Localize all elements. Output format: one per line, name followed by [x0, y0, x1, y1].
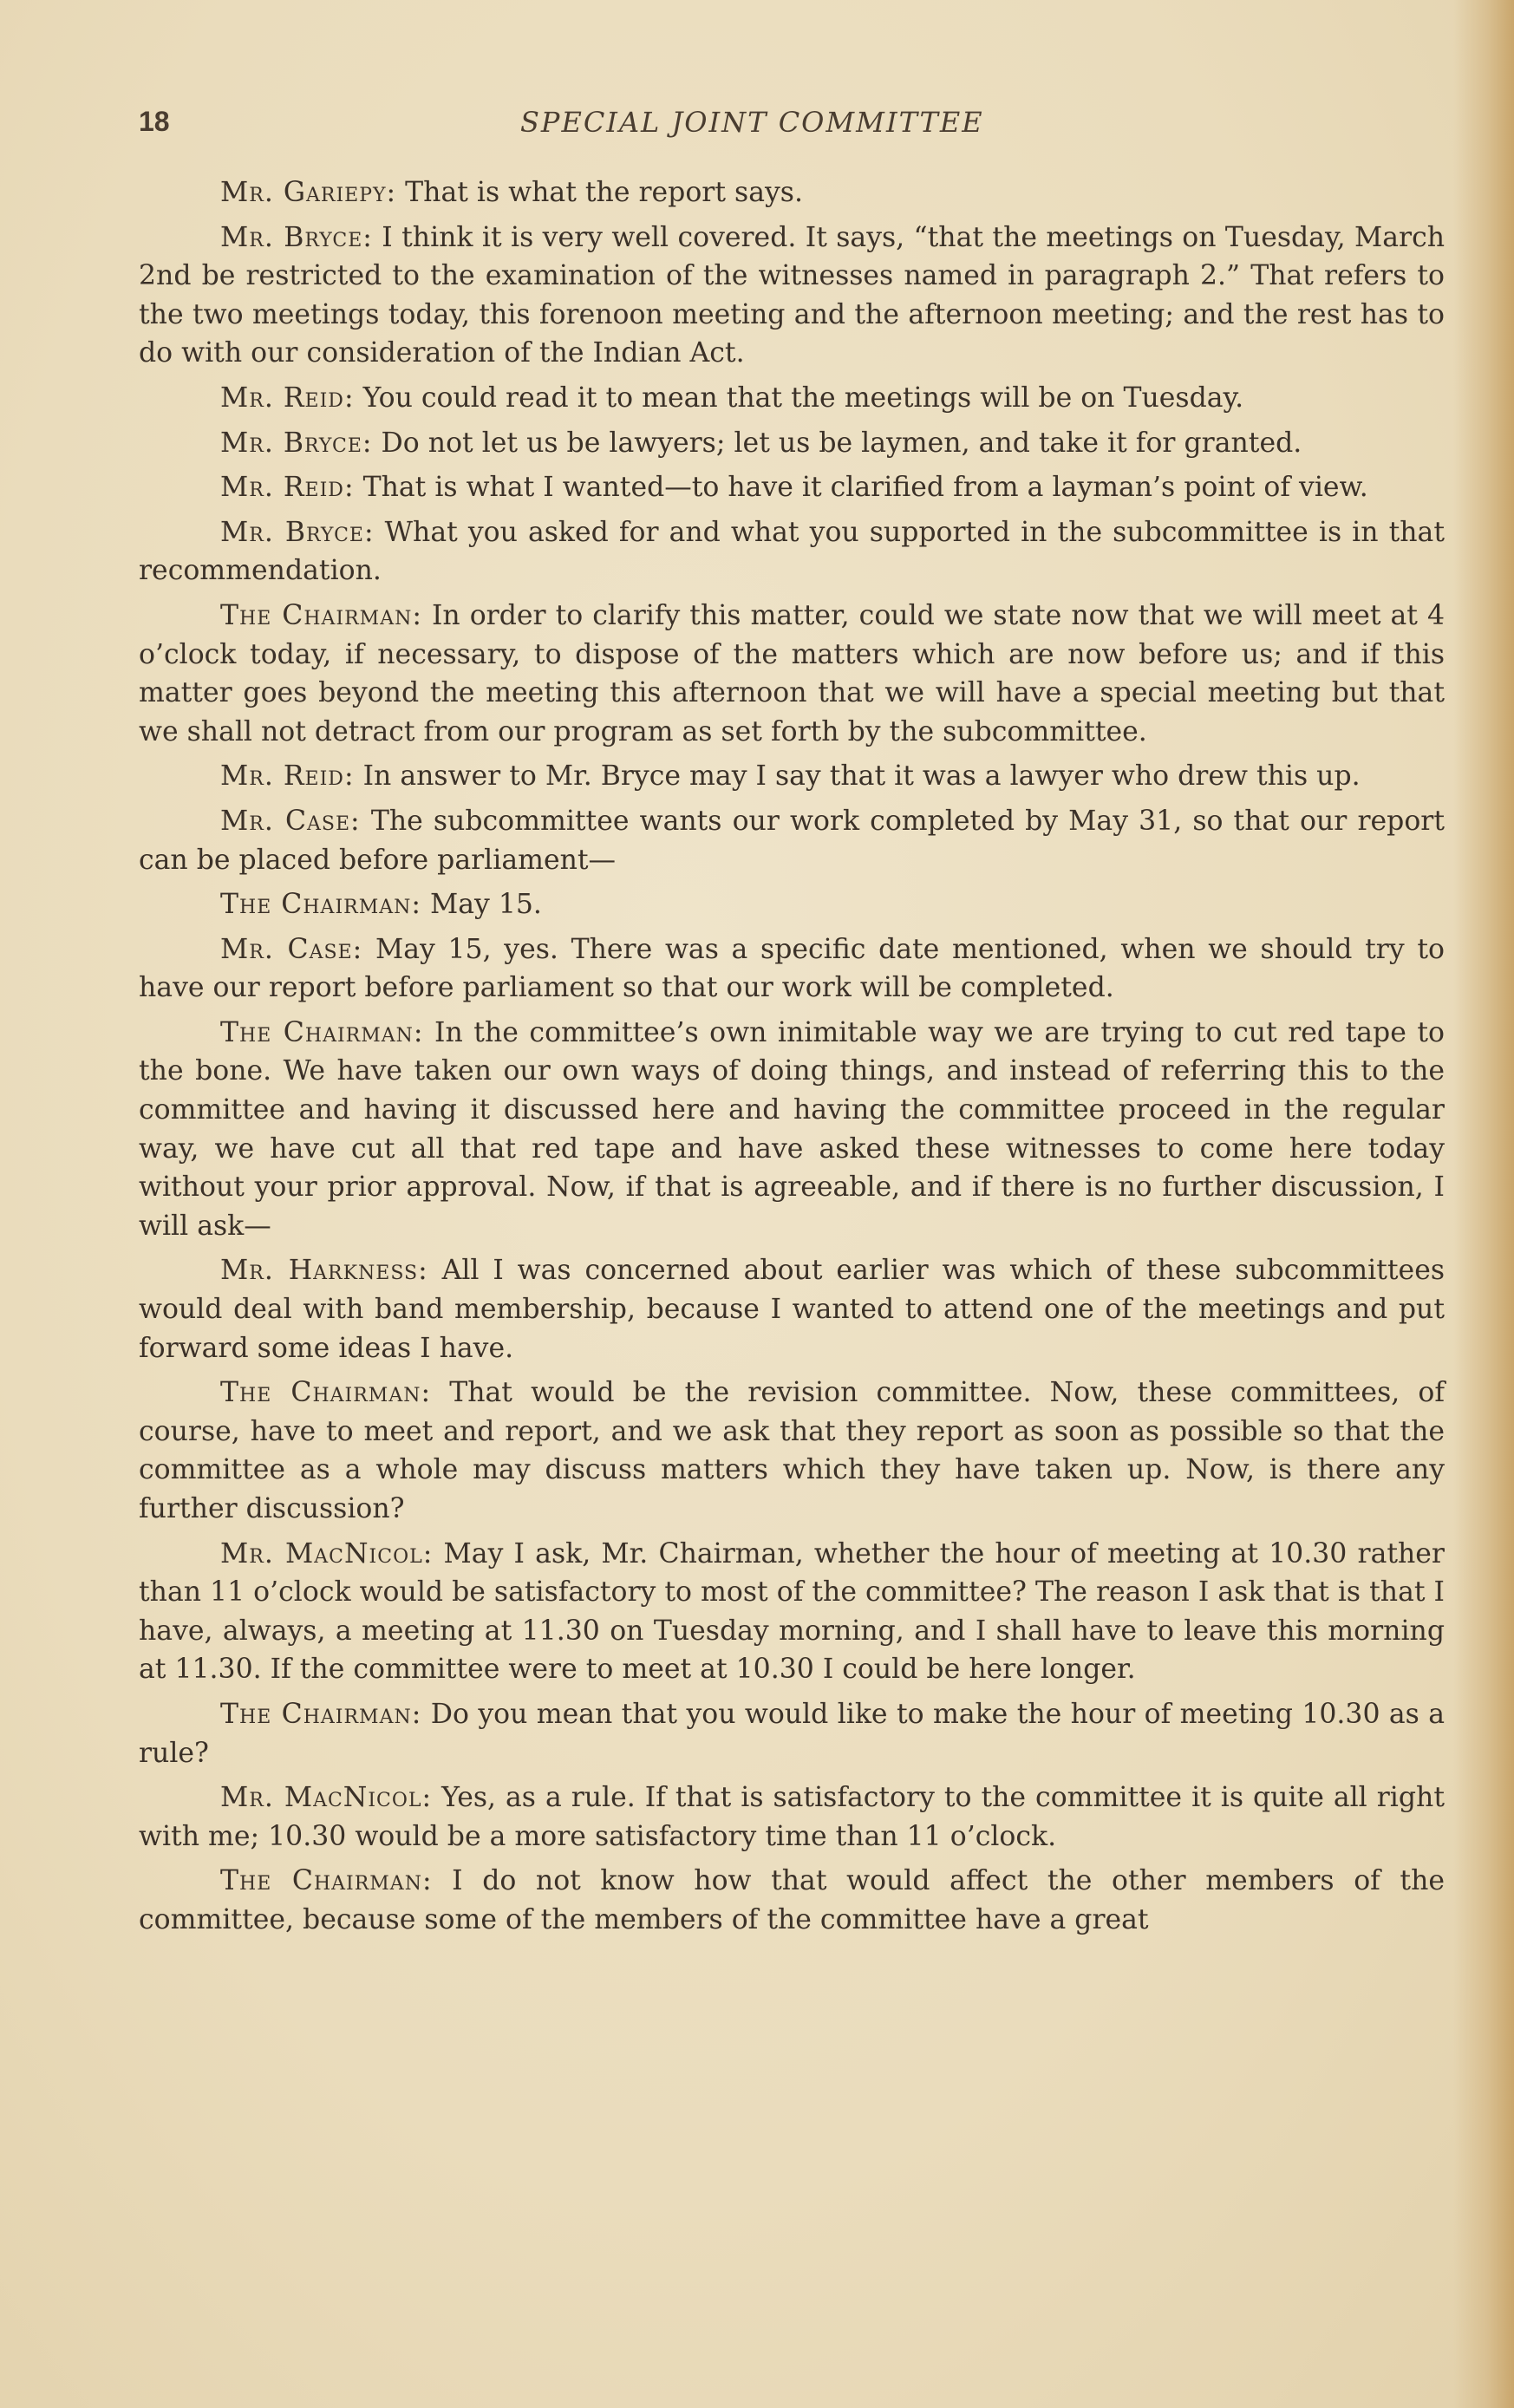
speaker-name: Mr. MacNicol:	[220, 1782, 433, 1814]
speech-text: In order to clarify this matter, could we state now that we will meet at 4 o’clock today, if necessary, to dispose of the matters which are now before us; and if this matter goes beyond the meeting this afternoon that we will have a special meeting but that we shall not detract from our program as set forth by the subcommittee.	[139, 599, 1445, 747]
transcript-paragraph	[139, 802, 1445, 879]
speech-text: The subcommittee wants our work completed by May 31, so that our report can be placed before parliament—	[139, 805, 1445, 876]
transcript-paragraph	[139, 757, 1445, 796]
transcript-paragraph	[139, 930, 1445, 1008]
speaker-name: The Chairman:	[220, 1377, 432, 1409]
speaker-name: Mr. Gariepy:	[220, 177, 397, 208]
speech-text: May 15, yes. There was a specific date mentioned, when we should try to have our report before parliament so that our work will be completed.	[139, 933, 1445, 1004]
page-edge-shading	[1453, 0, 1514, 2408]
speaker-name: The Chairman:	[220, 599, 422, 631]
speech-text: That would be the revision committee. Now, these committees, of course, have to meet and report, and we ask that they report as soon as possible so that the committee as a whole may discuss matters which they have taken up. Now, is there any further discussion?	[139, 1377, 1445, 1524]
speech-text: May I ask, Mr. Chairman, whether the hour of meeting at 10.30 rather than 11 o’clock would be satisfactory to most of the committee? The reason I ask that is that I have, always, a meeting at 11.30 on Tuesday morning, and I shall have to leave this morning at 11.30. If the committee were to meet at 10.30 I could be here longer.	[139, 1537, 1445, 1686]
speech-text: You could read it to mean that the meetings will be on Tuesday.	[362, 382, 1244, 414]
speaker-name: Mr. MacNicol:	[220, 1537, 434, 1569]
transcript-body	[139, 173, 1445, 1946]
transcript-paragraph	[139, 173, 1445, 212]
speaker-name: Mr. Case:	[220, 933, 363, 965]
speaker-name: Mr. Reid:	[220, 382, 355, 414]
speaker-name: Mr. Bryce:	[220, 516, 375, 548]
speaker-name: Mr. Bryce:	[220, 221, 373, 253]
speech-text: Yes, as a rule. If that is satisfactory to the committee it is quite all right with me; 10.30 would be a more satisfactory time than 11 o’clock.	[139, 1782, 1445, 1852]
transcript-paragraph	[139, 597, 1445, 751]
speech-text: I think it is very well covered. It says, “that the meetings on Tuesday, March 2nd be restricted to the examination of the witnesses named in paragraph 2.” That refers to the two meetings today, this forenoon meeting and the afternoon meeting; and the rest has to do with our consideration of the Indian Act.	[139, 221, 1445, 369]
transcript-paragraph	[139, 424, 1445, 463]
running-title: SPECIAL JOINT COMMITTEE	[520, 106, 984, 139]
transcript-paragraph	[139, 219, 1445, 373]
transcript-paragraph	[139, 1014, 1445, 1246]
speech-text: Do not let us be lawyers; let us be laymen, and take it for granted.	[381, 427, 1302, 459]
speaker-name: The Chairman:	[220, 1865, 433, 1897]
speech-text: That is what I wanted—to have it clarified from a layman’s point of view.	[362, 472, 1368, 504]
transcript-paragraph	[139, 1374, 1445, 1528]
transcript-paragraph	[139, 468, 1445, 507]
speaker-name: Mr. Case:	[220, 805, 361, 837]
transcript-paragraph	[139, 1535, 1445, 1689]
speech-text: May 15.	[430, 889, 542, 921]
transcript-paragraph	[139, 1251, 1445, 1367]
transcript-paragraph	[139, 1778, 1445, 1856]
speech-text: That is what the report says.	[405, 177, 803, 208]
speaker-name: Mr. Harkness:	[220, 1255, 428, 1287]
speech-text: All I was concerned about earlier was which of these subcommittees would deal with band membership, because I wanted to attend one of the meetings and put forward some ideas I have.	[139, 1255, 1445, 1364]
page-number: 18	[139, 106, 170, 137]
speaker-name: Mr. Reid:	[220, 760, 355, 793]
transcript-paragraph	[139, 513, 1445, 591]
speech-text: In the committee’s own inimitable way we are trying to cut red tape to the bone. We have taken our own ways of doing things, and instead of referring this to the committee and having it discussed here and having the committee proceed in the regular way, we have cut all that red tape and have asked these witnesses to come here today without your prior approval. Now, if that is agreeable, and if there is no further discussion, I will ask—	[139, 1016, 1445, 1242]
speaker-name: Mr. Bryce:	[220, 427, 373, 459]
speech-text: What you asked for and what you supported in the subcommittee is in that recommendation.	[139, 516, 1445, 587]
speaker-name: The Chairman:	[220, 889, 421, 921]
page-header	[139, 106, 1439, 149]
transcript-paragraph	[139, 885, 1445, 924]
speech-text: I do not know how that would affect the other members of the committee, because some of the members of the committee have a great	[139, 1865, 1445, 1935]
speaker-name: The Chairman:	[220, 1698, 422, 1730]
transcript-paragraph	[139, 1862, 1445, 1939]
transcript-paragraph	[139, 1695, 1445, 1772]
speaker-name: The Chairman:	[220, 1016, 424, 1048]
speaker-name: Mr. Reid:	[220, 472, 355, 504]
speech-text: In answer to Mr. Bryce may I say that it was a lawyer who drew this up.	[362, 760, 1361, 793]
transcript-paragraph	[139, 379, 1445, 418]
speech-text: Do you mean that you would like to make the hour of meeting 10.30 as a rule?	[139, 1698, 1445, 1769]
